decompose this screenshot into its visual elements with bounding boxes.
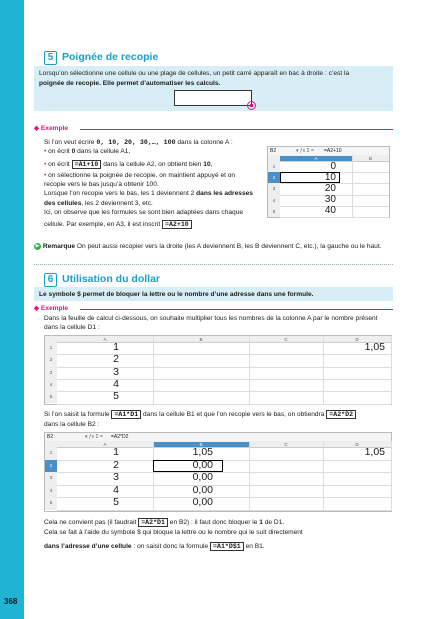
cell-value-b: 0,00 [192,458,213,471]
section-number: 5 [44,51,57,65]
page-sidebar [0,0,24,619]
fill-handle-icon [247,101,256,110]
remark: ▶ Remarque On peut aussi recopier vers la droite (les A deviennent B, les B deviennent C, etc.), la gauche ou le haut. [35,242,382,250]
row-number: 4 [45,379,57,391]
column-label: C [284,441,288,447]
remark-arrow-icon: ▶ [35,242,40,249]
column-label: B [153,442,249,447]
selected-cell [280,172,340,183]
cell-value-a: 5 [113,390,119,403]
column-divider [249,336,250,404]
formula-bar: B2 ▾ ƒx Σ = =A2+10 [268,147,389,156]
row-number: 1 [268,161,280,172]
column-label: A [103,441,107,447]
row-divider [280,217,389,218]
row-divider [57,404,391,405]
row-number: 2 [45,354,57,366]
cell-value-a: 4 [113,483,119,496]
cell-value: 10 [324,171,336,183]
example-rule [80,129,393,130]
section-title: Utilisation du dollar [62,273,161,285]
example-diamond-icon: ◆ [34,305,41,312]
example-label-text: Exemple [40,125,69,132]
column-label: C [284,336,288,342]
example-diamond-icon: ◆ [34,125,41,132]
formula-text: =A2*D2 [111,434,129,440]
row-number: 4 [45,485,57,498]
spreadsheet-3 [44,432,392,512]
cell-value-a: 1 [113,341,119,353]
fill-handle-illustration [174,90,252,106]
column-label: D [355,441,359,447]
cell-value: 40 [324,205,336,217]
definition-line: Lorsqu’on sélectionne une cellule ou une plage de cellules, un petit carré apparaît en bac à droite : c’est la [39,70,350,77]
cell-value-a: 2 [113,353,119,366]
example-text: Si l’on veut écrire 0, 10, 20, 30,…, 100 dans la colonne A : • on écrit 0 dans la cellule A1, • on écrit =A1+10 dans la cellule A2, on obtient bien 10, • on sélectionne la poignée de recopie, on maintient appuyé et on recopie vers le bas jusqu’à obtenir 100. Lorsque l’on recopie vers le bas, les 1 deviennent 2 dans les adresses des cellules, les 2 deviennent 3, etc. Ici, on observe que les formules se sont bien adaptées dans chaque cellule. Par exemple, en A3, il est inscrit =A2+10 [44,139,253,229]
cell-value-d1: 1,05 [364,446,385,458]
row-number: 3 [268,183,280,194]
cell-reference: B2 [270,148,277,154]
cell-value-b: 0,00 [192,483,213,496]
spreadsheet-2 [44,335,392,405]
column-label: A [103,336,107,342]
column-label: B [368,155,372,161]
section-divider [34,264,393,265]
column-divider [352,155,353,217]
column-divider [323,441,324,511]
example-label: ◆ Exemple [34,305,69,312]
cell-value-b: 0,00 [192,496,213,509]
column-divider [153,336,154,404]
cell-value: 0 [330,160,336,172]
row-number: 5 [268,206,280,217]
cell-value-a: 2 [113,458,119,471]
example-label [34,124,68,132]
example-rule [80,309,393,310]
cell-value-a: 5 [113,496,119,509]
cell-value: 30 [324,194,336,206]
row-number: 1 [45,447,57,460]
section-title: Poignée de recopie [62,51,159,63]
row-number: 1 [45,342,57,354]
column-divider [249,441,250,511]
row-divider [57,510,391,511]
column-label: B [199,336,203,342]
cell-reference: B2 [47,434,54,440]
row-number: 5 [45,391,57,403]
column-divider [391,336,392,404]
column-divider [323,336,324,404]
page-number: 368 [4,597,18,606]
cell-value: 20 [324,182,336,194]
cell-value-b: 1,05 [192,446,213,458]
row-number: 2 [268,172,280,183]
row-number: 3 [45,367,57,379]
cell-value-b: 0,00 [192,471,213,484]
column-divider [391,441,392,511]
formula-bar: B2 ▾ ƒx Σ = =A2*D2 [45,433,391,442]
example-text: Cela ne convient pas (il faudrait =A2*D1 en B2) : il faut donc bloquer le 1 de D1. Cela se fait à l’aide du symbole $ qui bloque la lettre ou le nombre qui le suit directement dans l’adresse d’une cellule : on saisit donc la formule =A1*D$1 en B1. [44,519,303,550]
row-number: 4 [268,195,280,206]
row-number: 2 [45,460,57,473]
definition-band: Le symbole $ permet de bloquer la lettre ou le nombre d’une adresse dans une formule. [34,287,393,301]
cell-value-a: 1 [113,446,119,458]
section-number: 6 [44,273,57,287]
column-label: A [280,156,352,161]
column-divider [153,441,154,511]
column-label: D [355,336,359,342]
definition-band [34,66,393,111]
spreadsheet-1 [267,146,390,218]
formula-text: =A2+10 [324,148,342,154]
cell-value-a: 3 [113,365,119,378]
cell-value-a: 3 [113,471,119,484]
row-number: 5 [45,497,57,510]
example-text: Si l’on saisit la formule =A1*D1 dans la cellule B1 et que l’on recopie vers le bas, on obtiendra =A2*D2 dans la cellule B2 : [44,410,404,430]
example-text: Dans la feuille de calcul ci-dessous, on souhaite multiplier tous les nombres de la colonne A par le nombre présent dans la cellule D1 : [44,315,378,332]
row-number: 3 [45,472,57,485]
cell-value-a: 4 [113,377,119,390]
selected-cell [153,460,223,473]
cell-value-d1: 1,05 [364,341,385,353]
definition-line: poignée de recopie. Elle permet d’automatiser les calculs. [39,79,221,87]
